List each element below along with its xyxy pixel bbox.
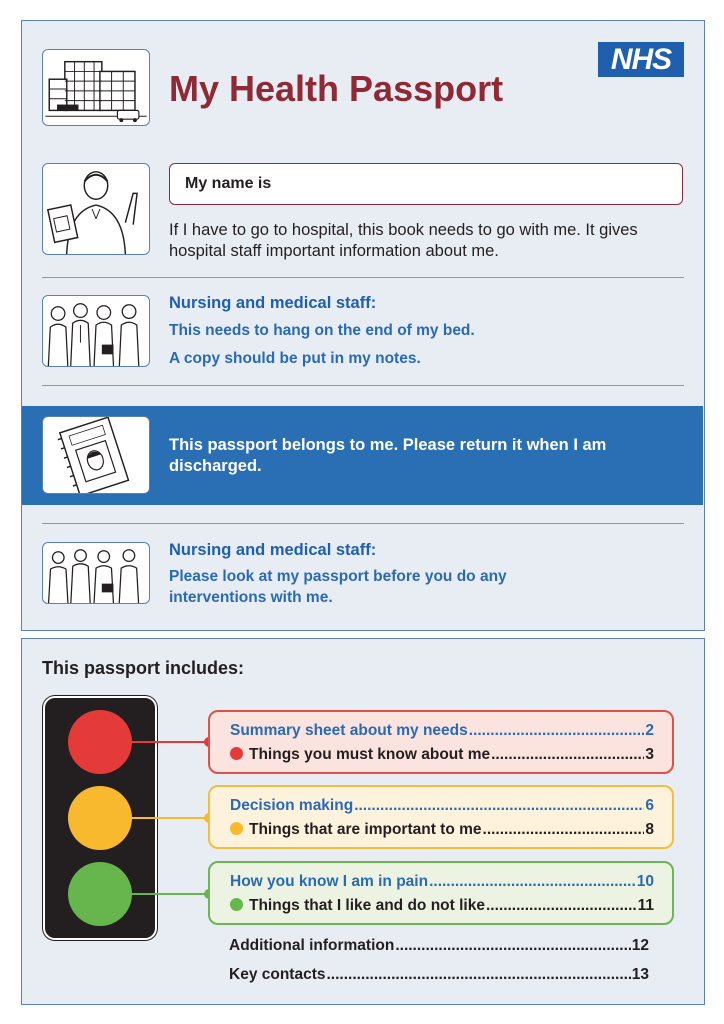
toc-entry[interactable]: Summary sheet about my needs ..... 2 bbox=[230, 722, 654, 740]
page-title: My Health Passport bbox=[169, 68, 504, 109]
staff-notice-line: A copy should be put in my notes. bbox=[169, 350, 421, 367]
green-connector bbox=[130, 893, 210, 895]
toc-page-number: 11 bbox=[637, 897, 654, 914]
red-connector bbox=[130, 741, 210, 743]
ownership-banner bbox=[22, 406, 703, 505]
toc-entry[interactable]: Things that are important to me ..... 8 bbox=[230, 821, 654, 839]
amber-bullet-icon bbox=[230, 822, 243, 835]
medical-staff-group-icon bbox=[42, 295, 150, 367]
staff-notice-heading: Nursing and medical staff: bbox=[169, 294, 377, 312]
name-field[interactable]: My name is bbox=[169, 163, 683, 205]
toc-page-number: 6 bbox=[645, 797, 654, 814]
contents-panel bbox=[21, 638, 705, 1005]
toc-entry[interactable]: Things you must know about me ..... 3 bbox=[230, 746, 654, 764]
amber-connector bbox=[130, 817, 210, 819]
staff-notice-line: This needs to hang on the end of my bed. bbox=[169, 322, 475, 339]
divider bbox=[42, 385, 684, 386]
person-holding-passport-icon bbox=[42, 163, 150, 255]
toc-page-number: 10 bbox=[636, 873, 654, 890]
toc-entry[interactable]: Key contacts ..... 13 bbox=[229, 966, 649, 984]
hospital-building-icon bbox=[42, 49, 150, 126]
red-light-icon bbox=[68, 710, 132, 774]
toc-page-number: 8 bbox=[645, 821, 654, 838]
intro-text: If I have to go to hospital, this book needs to go with me. It gives hospital staff important information about me. bbox=[169, 221, 638, 260]
toc-page-number: 2 bbox=[645, 722, 654, 739]
nhs-logo: NHS bbox=[598, 42, 684, 77]
top-panel bbox=[21, 20, 705, 631]
toc-entry[interactable]: Decision making ..... 6 bbox=[230, 797, 654, 815]
hospital-passport-book-icon bbox=[42, 416, 150, 494]
toc-entry[interactable]: Additional information ..... 12 bbox=[229, 937, 649, 955]
staff-notice-heading: Nursing and medical staff: bbox=[169, 541, 377, 559]
green-bullet-icon bbox=[230, 898, 243, 911]
toc-page-number: 12 bbox=[631, 937, 649, 954]
contents-group-amber bbox=[208, 785, 674, 849]
contents-group-red bbox=[208, 710, 674, 774]
toc-page-number: 3 bbox=[645, 746, 654, 763]
ownership-text: This passport belongs to me. Please return it when I am discharged. bbox=[169, 436, 607, 475]
amber-light-icon bbox=[68, 786, 132, 850]
medical-staff-group-icon bbox=[42, 542, 150, 604]
divider bbox=[42, 277, 684, 278]
toc-entry[interactable]: How you know I am in pain ..... 10 bbox=[230, 873, 654, 891]
toc-entry[interactable]: Things that I like and do not like ..... 11 bbox=[230, 897, 654, 915]
contents-title: This passport includes: bbox=[42, 658, 245, 678]
staff-notice-text: Please look at my passport before you do any interventions with me. bbox=[169, 568, 507, 606]
divider bbox=[42, 523, 684, 524]
toc-page-number: 13 bbox=[631, 966, 649, 983]
green-light-icon bbox=[68, 862, 132, 926]
contents-group-green bbox=[208, 861, 674, 925]
red-bullet-icon bbox=[230, 747, 243, 760]
